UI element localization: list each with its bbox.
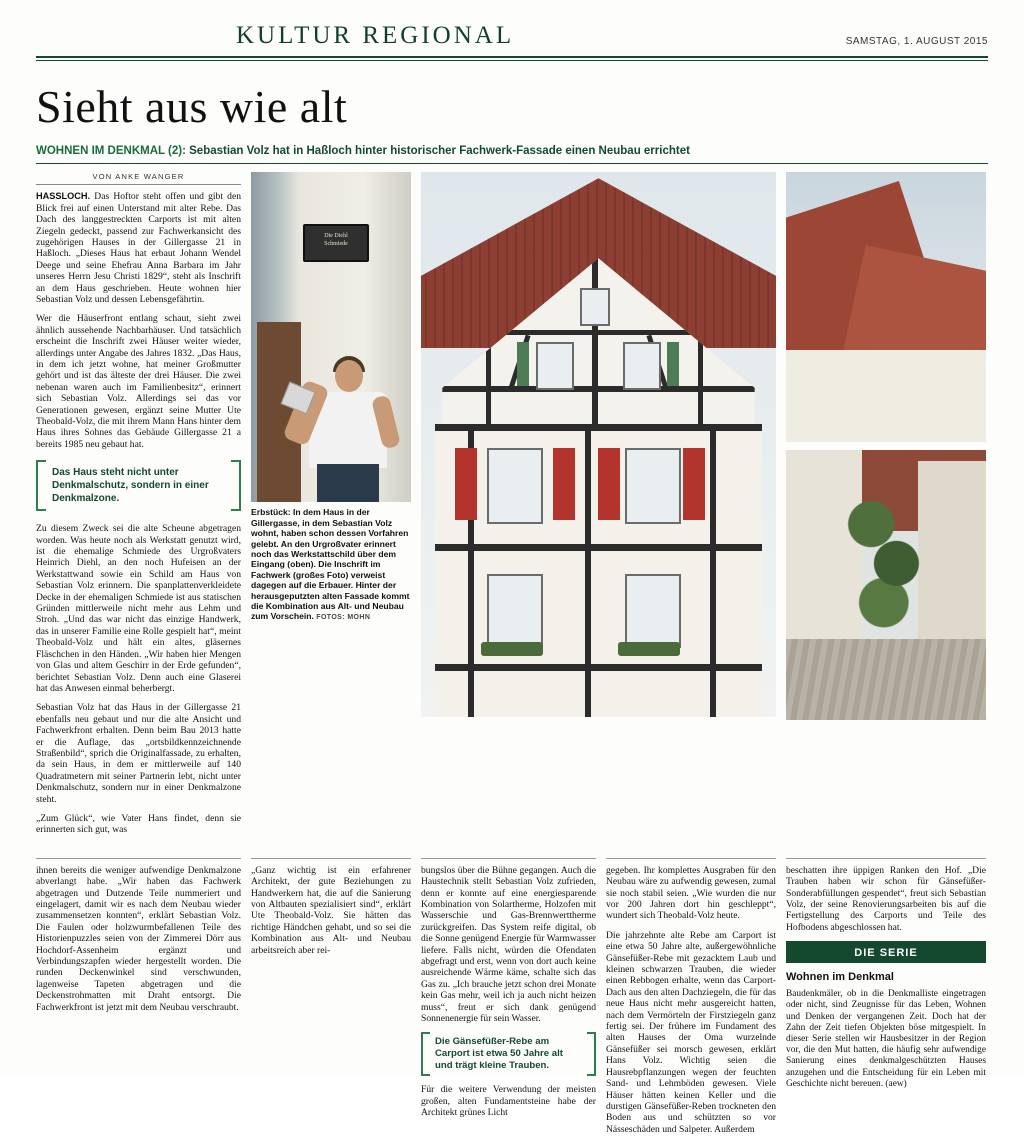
paragraph: gegeben. Ihr komplettes Ausgraben für den Neubau wäre zu aufwendig gewesen, zumal sie noch stabil seien. „Wie wurden die nur vor 200 Jahren dort hin geschleppt“, wundert sich Theobald-Volz heute. bbox=[606, 864, 776, 922]
paragraph-text: Das Hoftor steht offen und gibt den Blick frei auf einen Unterstand mit alter Rebe. Das Dach des langgestreckten Carports ist mit alten Ziegeln gedeckt, passend zur Fachwerkansicht des zugehörigen Hauses in der Gillergasse 21 in Haßloch. „Dieses Haus hat erbaut Johann Wendel Deege und seine Ehefrau Anna Barbara im Jahr unseres Herrn Jesu Christi 1829“, steht als Inschrift an dem Haus geschrieben. Heute wohnen hier Sebastian Volz und dessen Lebensgefährtin. bbox=[36, 191, 241, 305]
photo-column-main bbox=[421, 172, 776, 844]
paragraph: Für die weitere Verwendung der meisten großen, alten Fundamentsteine habe der Architekt grünes Licht bbox=[421, 1084, 596, 1119]
text-column-b4 bbox=[606, 858, 776, 1143]
photo-roof-detail bbox=[786, 172, 986, 442]
person-figure bbox=[299, 352, 395, 502]
subheadline-text: Sebastian Volz hat in Haßloch hinter historischer Fachwerk-Fassade einen Neubau errichtet bbox=[189, 145, 690, 158]
photo-credit: FOTOS: MOHN bbox=[316, 614, 371, 622]
series-box-header: DIE SERIE bbox=[786, 943, 986, 963]
photo-courtyard-carport bbox=[786, 450, 986, 720]
paragraph: Die jahrzehnte alte Rebe am Carport ist eine etwa 50 Jahre alte, außergewöhnliche Gänsefüßer-Rebe mit gezacktem Laub und kleinen schwarzen Trauben, die wieder einen Rebbogen erhalte, wenn das Carport-Dach aus den alten Dachziegeln, die für das neue Haus nicht mehr ausgereicht hatten, nach dem Vermörteln der Firstziegeln ganz fertig sei. Der frühere im Fundament des alten Hauses der Oma wurzelnde Gänsefüßer sei morsch gewesen, erklärt Hans Volz. Wichtig seien die Hausrebpflanzungen wegen der feuchten Sand- und Lehmböden gewesen. Viele Häuser hätten keinen Keller und die durstigen Gänsefüßer-Reben trockneten den Boden aus und schützten so vor Nässeschäden und Salpeter. Außerdem bbox=[606, 929, 776, 1135]
paragraph: „Ganz wichtig ist ein erfahrener Architekt, der gute Beziehungen zu Handwerkern hat, die auf die Sanierung von Altbauten spezialisiert sind“, erklärt Ute Theobald-Volz. Sie hätten das richtige Händchen gehabt, und so sei die Kombination aus Alt- und Neubau arbeitsreich aber rei- bbox=[251, 864, 411, 956]
series-box bbox=[786, 941, 986, 1090]
paragraph: Wer die Häuserfront entlang schaut, sieht zwei ähnlich aussehende Nachbarhäuser. Und tatsächlich erscheint die Inschrift zwei Häuser weiter wieder, allerdings unter Angabe des Jahres 1832. „Das Haus, in dem ich jetzt wohne, hat meiner Großmutter gehört und ist das älteste der drei Häuser. Die zwei nebenan waren auch im Familienbesitz“, erinnert sich Sebastian Volz. Allerdings sei das vor Generationen gewesen, ergänzt seine Mutter Ute Theobald-Volz, die mit ihrem Mann Hans hinter dem Haus ihres Sohnes das Gebäude Gillergasse 21 a bereits 1985 neu gebaut hat. bbox=[36, 313, 241, 450]
paragraph: Zu diesem Zweck sei die alte Scheune abgetragen worden. Was heute noch als Werkstatt genutzt wird, ist die ehemalige Schmiede des Urgroßvaters Heinrich Diehl, an den noch Hufeisen an der Werkstattwand sowie ein Schild am Haus von Sebastian Volz erinnern. Die spanplattenverkleidete Decke in der ehemaligen Schmiede ist aus statischen Gründen mittlerweile nicht mehr aus Lehm und Stroh. „Und das war nicht das einzige Handwerk, das in unserer Familie eine Rolle gespielt hat“, meint Theobald-Volz und hält ein altes, gläsernes Fläschchen in den Händen. „Wir haben hier Mengen von Glas und altem Geschirr in der Erde gefunden“, berichtet Sebastian Volz. Denn auch eine Glaserei hat das Anwesen einmal beherbergt. bbox=[36, 523, 241, 694]
paragraph: ihnen bereits die weniger aufwendige Denkmalzone abverlangt habe. „Wir haben das Fachwerk abgetragen und Dutzende Teile nummeriert und eingelagert, damit wir es nach dem Neubau wieder zusammensetzen konnten“, erklärt Sebastian Volz. Die Faulen oder holzwurmbefallenen Teile des Historienpuzzles seien von der Zimmerei Dörr aus Hochdorf-Assenheim ergänzt und Verbindungszapfen wieder hergestellt worden. Die runden Deckenwinkel sind verschwunden, lagenweise Tapeten abgetragen und die Deckenstrohmatten mit Draht entsorgt. Die Fachwerkfront ist jetzt mit dem Neubau verschraubt. bbox=[36, 864, 241, 1013]
photo-man-painting-house bbox=[251, 172, 411, 502]
issue-date: SAMSTAG, 1. AUGUST 2015 bbox=[845, 36, 988, 47]
subheadline-rule bbox=[36, 163, 988, 164]
paragraph bbox=[36, 191, 241, 305]
subheadline-label: WOHNEN IM DENKMAL (2): bbox=[36, 145, 186, 158]
paragraph: „Zum Glück“, wie Vater Hans findet, denn sie erinnerten sich gut, was bbox=[36, 812, 241, 836]
pull-quote-grape: Die Gänsefüßer-Rebe am Carport ist etwa 50 Jahre alt und trägt kleine Trauben. bbox=[421, 1032, 596, 1076]
text-column-b3 bbox=[421, 858, 596, 1143]
paragraph: bungslos über die Bühne gegangen. Auch die Haustechnik stellt Sebastian Volz zufrieden, denn er konnte auf eine energiesparende Kombination von Solartherme, Holzofen mit Wasserschie und Gas-Brennwerttherme zurückgreifen. Das System reife digital, ob die Sonne genügend Energie für Warmwasser liefere. Falls nicht, würden die Ofendaten abgefragt und erst, wenn von dort auch keine ausreichende Wärme käme, schalte sich das Gas zu. „Ich brauche jetzt schon drei Monate kein Gas mehr, weil ich ja auch nicht heizen muss“, freut er sich dank genügend Sonnenenergie für sein Wasser. bbox=[421, 864, 596, 1025]
photo-caption bbox=[251, 507, 411, 623]
facade-lower bbox=[435, 424, 762, 717]
photo-column bbox=[251, 172, 411, 844]
article-grid bbox=[36, 172, 988, 844]
section-title: KULTUR REGIONAL bbox=[236, 22, 515, 49]
masthead bbox=[36, 22, 988, 58]
subheadline bbox=[36, 145, 988, 157]
page-title: Sieht aus wie alt bbox=[36, 81, 348, 132]
byline: VON ANKE WANGER bbox=[36, 172, 241, 185]
series-box-body: Baudenkmäler, ob in die Denkmalliste eingetragen oder nicht, sind Zeugnisse für das Leben, Wohnen und Denken der vergangenen Zeit. Doch hat der Zahn der Zeit tiefen Objekten böse mitgespielt. In dieser Serie stellen wir Hausbesitzer in der Region vor, die den Mut hatten, die häufig sehr aufwendige Sanierung eines denkmalgeschützten Hauses anzugehen und die Entscheidung für ein Leben mit Geschichte nicht bereuen. (aew) bbox=[786, 989, 986, 1089]
paragraph: Sebastian Volz hat das Haus in der Gillergasse 21 ebenfalls neu gebaut und nur die alte Ansicht und Fachwerkfront erhalten. Denn beim Bau 2013 hatte er die Auflage, das „ortsbildkennzeichnende Straßenbild“, sprich die Originalfassade, zu erhalten, da sein Haus, in dem er mittlerweile auf 140 Quadratmetern mit seiner Partnerin lebt, nicht unter Denkmalschutz, sondern nur in einer Denkmalzone steht. bbox=[36, 702, 241, 805]
text-column-b1 bbox=[36, 858, 241, 1143]
masthead-rule bbox=[36, 60, 988, 61]
photo-caption-text: Erbstück: In dem Haus in der Gillergasse, in dem Sebastian Volz wohnt, haben schon dessen Vorfahren gelebt. An den Urgroßvater erinnert noch das Werkstattschild über dem Eingang (oben). Die Inschrift im Fachwerk (großes Foto) verweist dagegen auf die Erbauer. Hinter der herausgeputzten alten Fassade kommt die Kombination aus Alt- und Neubau zum Vorschein. bbox=[251, 507, 410, 622]
workshop-sign-text: Die Diehl Schmiede bbox=[324, 233, 348, 248]
text-column-b2 bbox=[251, 858, 411, 1143]
text-column-b5 bbox=[786, 858, 986, 1143]
paragraph: beschatten ihre üppigen Ranken den Hof. „Die Trauben haben wir schon für Gänsefüßer-Sonderabfüllungen gespendet“, freut sich Sebastian Volz, der seine Renovierungsarbeiten bis auf die Fertigstellung des Carports und Teile des Hofbodens abgeschlossen hat. bbox=[786, 864, 986, 933]
text-column-1 bbox=[36, 172, 241, 844]
series-box-title: Wohnen im Denkmal bbox=[786, 971, 894, 984]
photo-column-right bbox=[786, 172, 986, 844]
photo-half-timbered-facade bbox=[421, 172, 776, 717]
dateline: HASSLOCH. bbox=[36, 191, 91, 202]
article-bottom bbox=[36, 854, 988, 1143]
workshop-sign bbox=[303, 224, 369, 262]
pull-quote: Das Haus steht nicht unter Denkmalschutz, sondern in einer Denkmalzone. bbox=[36, 460, 241, 511]
